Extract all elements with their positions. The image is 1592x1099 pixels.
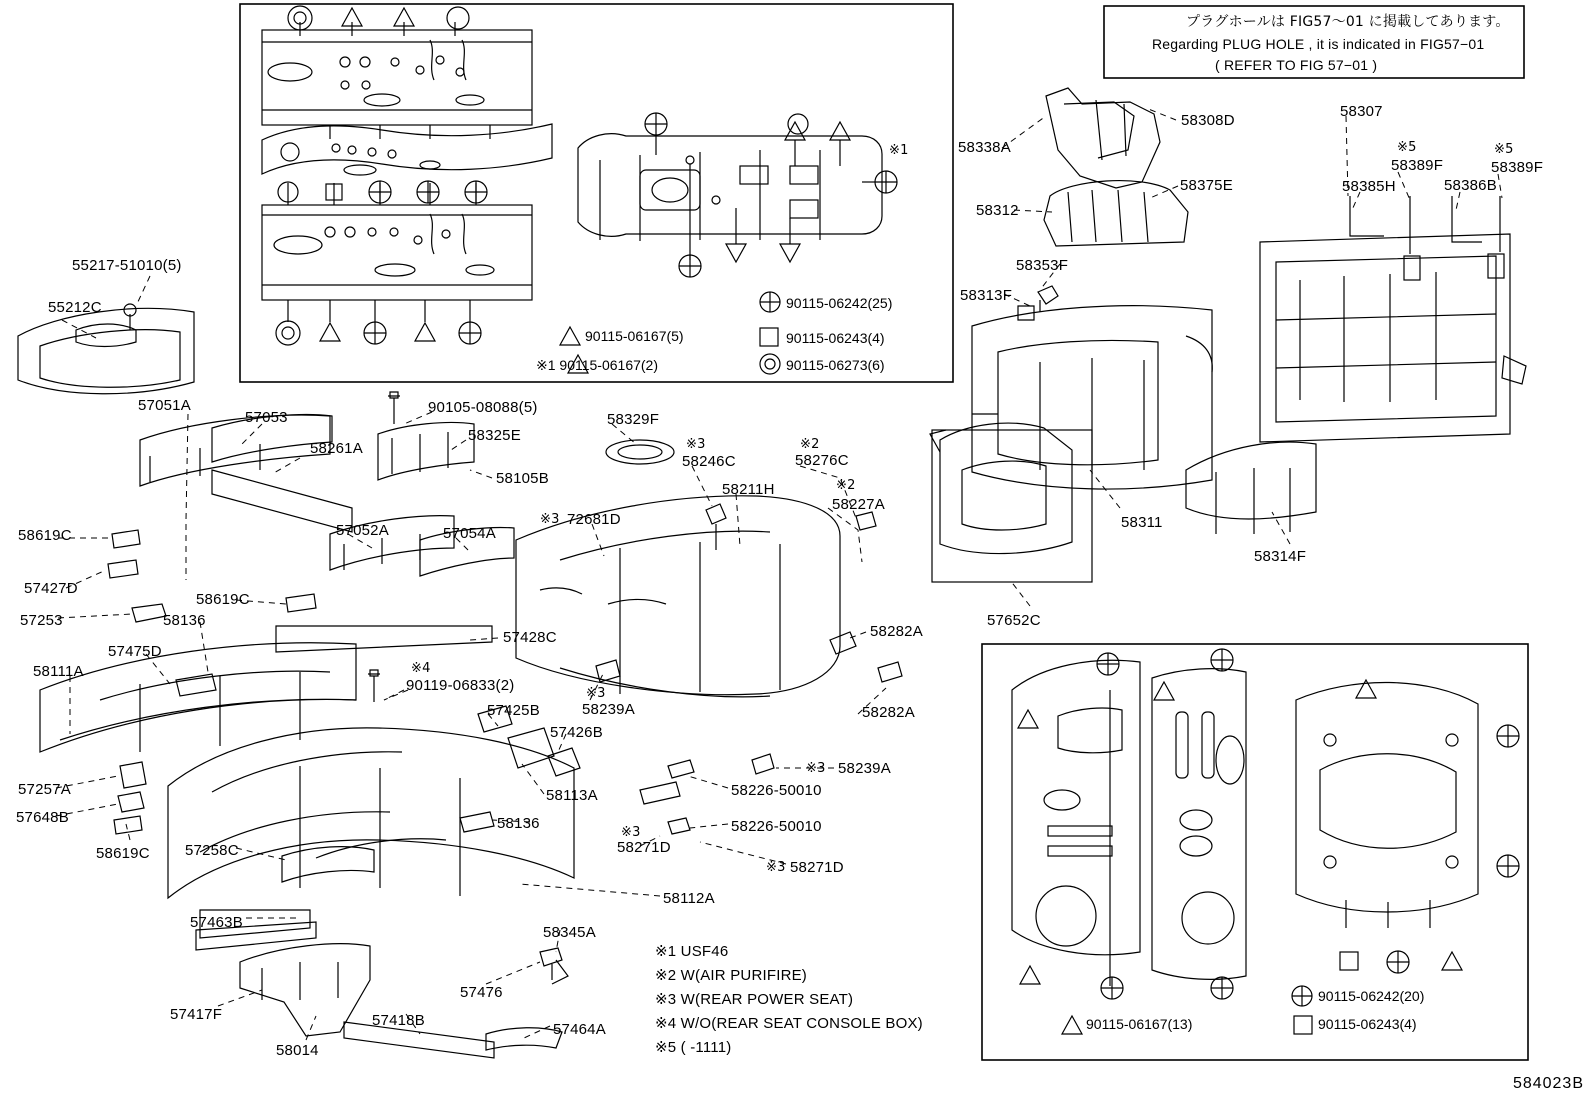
- star-mark: ※3: [766, 860, 786, 875]
- part-label-57476: 57476: [460, 984, 503, 1001]
- part-label-58239A: 58239A: [838, 760, 891, 777]
- star-mark: ※3: [686, 437, 706, 452]
- part-label-58111A: 58111A: [33, 663, 84, 680]
- plug-hole-note-en: Regarding PLUG HOLE , it is indicated in FIG57−01: [1152, 36, 1485, 52]
- legend-bottom-item-0: 90115-06242(20): [1318, 988, 1425, 1004]
- part-label-58271D: 58271D: [790, 859, 844, 876]
- part-label-57425B: 57425B: [487, 702, 540, 719]
- part-label-58211H: 58211H: [722, 481, 775, 498]
- part-label-57464A: 57464A: [553, 1021, 606, 1038]
- part-label-58345A: 58345A: [543, 924, 596, 941]
- star-mark: ※3: [540, 512, 560, 527]
- part-label-57463B: 57463B: [190, 914, 243, 931]
- part-label-58282A: 58282A: [870, 623, 923, 640]
- part-label-58136: 58136: [163, 612, 206, 629]
- plug-hole-note-jp: プラグホールは FIG57〜01 に掲載してあります。: [1186, 14, 1510, 30]
- part-label-58226-50010: 58226-50010: [731, 782, 822, 799]
- part-label-57475D: 57475D: [108, 643, 162, 660]
- star-mark: ※4: [411, 661, 431, 676]
- part-label-58261A: 58261A: [310, 440, 363, 457]
- part-label-58226-50010: 58226-50010: [731, 818, 822, 835]
- part-label-58314F: 58314F: [1254, 548, 1307, 565]
- part-label-57652C: 57652C: [987, 612, 1041, 629]
- star-mark: ※3: [621, 825, 641, 840]
- part-label-58385H: 58385H: [1342, 178, 1396, 195]
- star-mark: ※2: [800, 437, 820, 452]
- footnote-1: ※2 W(AIR PURIFIRE): [655, 967, 808, 984]
- legend-top-item-4: 90115-06273(6): [786, 357, 885, 373]
- part-label-90119-06833(2): 90119-06833(2): [406, 677, 515, 694]
- part-label-58329F: 58329F: [607, 411, 660, 428]
- part-label-58014: 58014: [276, 1042, 319, 1059]
- part-label-58375E: 58375E: [1180, 177, 1233, 194]
- part-label-57258C: 57258C: [185, 842, 239, 859]
- part-label-58338A: 58338A: [958, 139, 1011, 156]
- star-mark: ※3: [586, 686, 606, 701]
- part-label-58619C: 58619C: [96, 845, 150, 862]
- part-label-58307: 58307: [1340, 103, 1383, 120]
- part-label-58282A: 58282A: [862, 704, 915, 721]
- star-mark: ※5: [1397, 140, 1417, 155]
- part-label-57253: 57253: [20, 612, 63, 629]
- legend-top-item-3: 90115-06243(4): [786, 330, 885, 346]
- part-label-57648B: 57648B: [16, 809, 69, 826]
- part-label-57418B: 57418B: [372, 1012, 425, 1029]
- part-label-57053: 57053: [245, 409, 288, 426]
- star-mark: ※1: [889, 143, 909, 158]
- part-label-58239A: 58239A: [582, 701, 635, 718]
- part-label-58389F: 58389F: [1391, 157, 1444, 174]
- part-label-58619C: 58619C: [196, 591, 250, 608]
- part-label-58313F: 58313F: [960, 287, 1013, 304]
- part-label-57426B: 57426B: [550, 724, 603, 741]
- part-label-58311: 58311: [1121, 514, 1163, 531]
- footnote-0: ※1 USF46: [655, 943, 729, 960]
- part-label-58136: 58136: [497, 815, 540, 832]
- legend-bottom-item-2: 90115-06167(13): [1086, 1016, 1193, 1032]
- part-label-58105B: 58105B: [496, 470, 549, 487]
- part-label-58325E: 58325E: [468, 427, 521, 444]
- part-label-57051A: 57051A: [138, 397, 191, 414]
- legend-bottom-item-1: 90115-06243(4): [1318, 1016, 1417, 1032]
- part-label-58353F: 58353F: [1016, 257, 1069, 274]
- part-label-57428C: 57428C: [503, 629, 557, 646]
- part-label-58308D: 58308D: [1181, 112, 1235, 129]
- part-label-57427D: 57427D: [24, 580, 78, 597]
- part-label-58113A: 58113A: [546, 787, 598, 804]
- drawing-code: 584023B: [1512, 1075, 1584, 1092]
- part-label-57052A: 57052A: [336, 522, 389, 539]
- part-label-58386B: 58386B: [1444, 177, 1497, 194]
- part-label-58271D: 58271D: [617, 839, 671, 856]
- footnote-4: ※5 ( -1111): [655, 1039, 732, 1056]
- legend-top-item-0: 90115-06167(5): [585, 328, 684, 344]
- part-label-72681D: 72681D: [567, 511, 621, 528]
- part-label-57054A: 57054A: [443, 525, 496, 542]
- part-label-58112A: 58112A: [663, 890, 715, 907]
- part-label-57417F: 57417F: [170, 1006, 223, 1023]
- legend-top-item-1: ※1 90115-06167(2): [536, 357, 659, 373]
- part-label-58619C: 58619C: [18, 527, 72, 544]
- part-label-55212C: 55212C: [48, 299, 102, 316]
- star-mark: ※2: [836, 478, 856, 493]
- part-label-57257A: 57257A: [18, 781, 71, 798]
- footnote-3: ※4 W/O(REAR SEAT CONSOLE BOX): [655, 1015, 923, 1032]
- part-label-58227A: 58227A: [832, 496, 885, 513]
- star-mark: ※5: [1494, 142, 1514, 157]
- part-label-55217-51010(5): 55217-51010(5): [72, 257, 182, 274]
- footnote-2: ※3 W(REAR POWER SEAT): [655, 991, 854, 1008]
- part-label-58312: 58312: [976, 202, 1019, 219]
- part-label-58276C: 58276C: [795, 452, 849, 469]
- legend-top-item-2: 90115-06242(25): [786, 295, 893, 311]
- plug-hole-note-ref: ( REFER TO FIG 57−01 ): [1215, 57, 1378, 73]
- part-label-58246C: 58246C: [682, 453, 736, 470]
- part-label-58389F: 58389F: [1491, 159, 1544, 176]
- part-label-90105-08088: 90105-08088(5): [428, 399, 538, 416]
- star-mark: ※3: [806, 761, 826, 776]
